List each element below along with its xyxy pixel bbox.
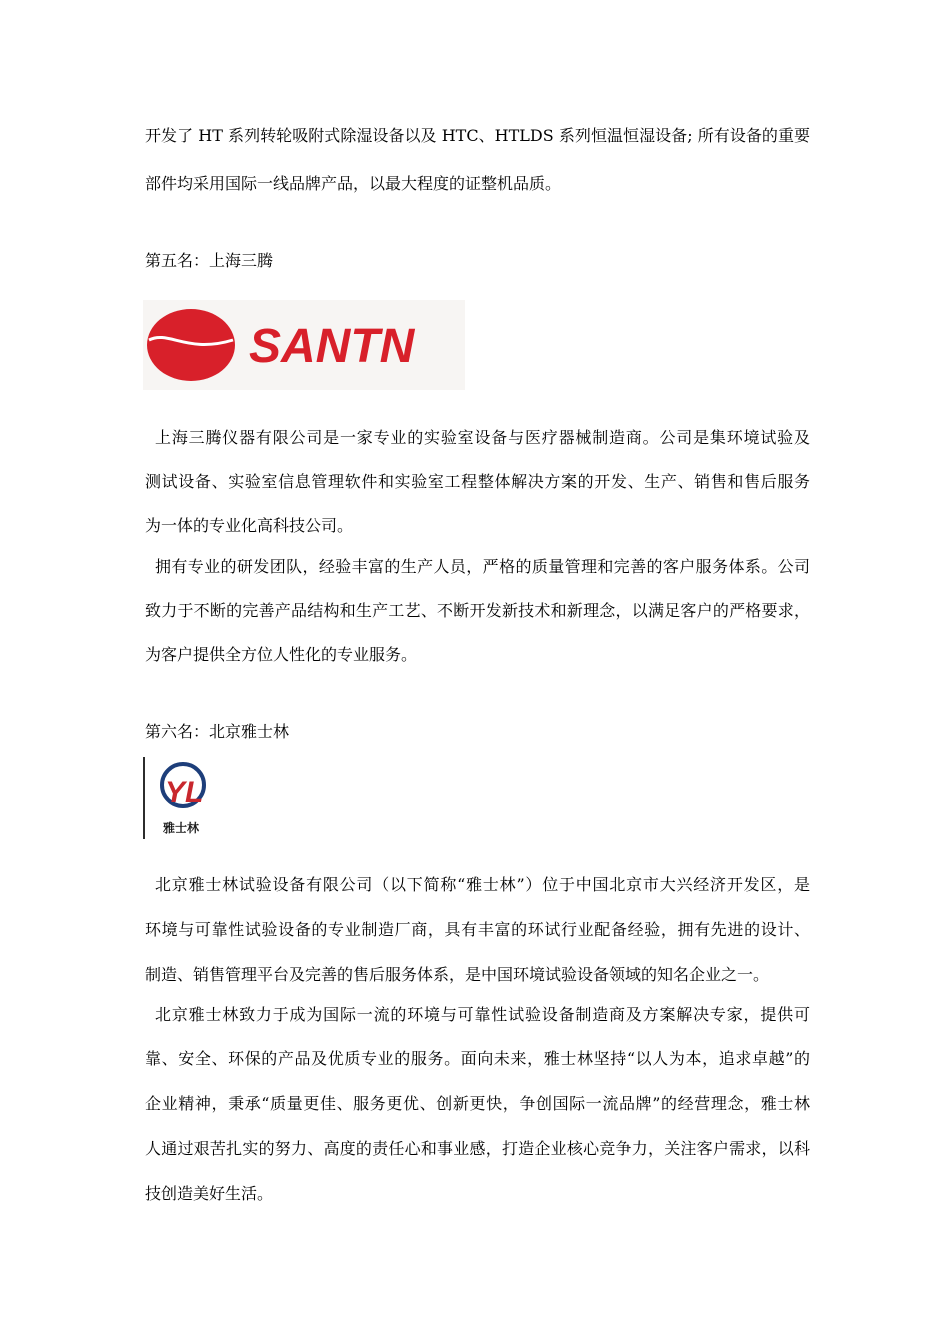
section5-para1-line-3: 为一体的专业化高科技公司。 (145, 516, 354, 535)
intro-line-1: 开发了 HT 系列转轮吸附式除湿设备以及 HTC、HTLDS 系列恒温恒湿设备; 所有设备的重要 (145, 126, 810, 145)
section6-para1-line-1: 北京雅士林试验设备有限公司（以下简称“雅士林”）位于中国北京市大兴经济开发区，是 (155, 875, 810, 894)
yashilin-logo (143, 757, 217, 839)
santn-logo-text: SANTN (249, 320, 415, 373)
section6-para2-line-5: 技创造美好生活。 (145, 1184, 274, 1203)
yashilin-logo-image (145, 757, 215, 839)
section6-para1-line-3: 制造、销售管理平台及完善的售后服务体系，是中国环境试验设备领域的知名企业之一。 (145, 965, 770, 984)
section6-para2-line-1: 北京雅士林致力于成为国际一流的环境与可靠性试验设备制造商及方案解决专家，提供可 (155, 1005, 810, 1024)
section5-para2-line-2: 致力于不断的完善产品结构和生产工艺、不断开发新技术和新理念，以满足客户的严格要求， (145, 601, 810, 620)
section6-para2-line-2: 靠、安全、环保的产品及优质专业的服务。面向未来，雅士林坚持“以人为本，追求卓越”的 (145, 1049, 810, 1068)
yashilin-logo-text: 雅士林 (163, 821, 200, 835)
section5-heading: 第五名：上海三腾 (145, 251, 274, 270)
santn-logo (143, 300, 465, 390)
intro-line-2: 部件均采用国际一线品牌产品，以最大程度的证整机品质。 (145, 174, 562, 193)
section5-para2-line-1: 拥有专业的研发团队，经验丰富的生产人员，严格的质量管理和完善的客户服务体系。公司 (155, 557, 810, 576)
section5-para1-line-2: 测试设备、实验室信息管理软件和实验室工程整体解决方案的开发、生产、销售和售后服务 (145, 472, 810, 491)
section6-para1-line-2: 环境与可靠性试验设备的专业制造厂商，具有丰富的环试行业配备经验，拥有先进的设计、 (145, 920, 810, 939)
section5-para1-line-1: 上海三腾仪器有限公司是一家专业的实验室设备与医疗器械制造商。公司是集环境试验及 (155, 428, 810, 447)
section6-para2-line-3: 企业精神，秉承“质量更佳、服务更优、创新更快，争创国际一流品牌”的经营理念，雅士林 (145, 1094, 810, 1113)
yashilin-logo-mark: YL (165, 776, 204, 809)
section5-para2-line-3: 为客户提供全方位人性化的专业服务。 (145, 645, 418, 664)
section6-para2-line-4: 人通过艰苦扎实的努力、高度的责任心和事业感，打造企业核心竞争力，关注客户需求，以科 (145, 1139, 810, 1158)
santn-logo-image (143, 300, 465, 390)
section6-heading: 第六名：北京雅士林 (145, 722, 290, 741)
